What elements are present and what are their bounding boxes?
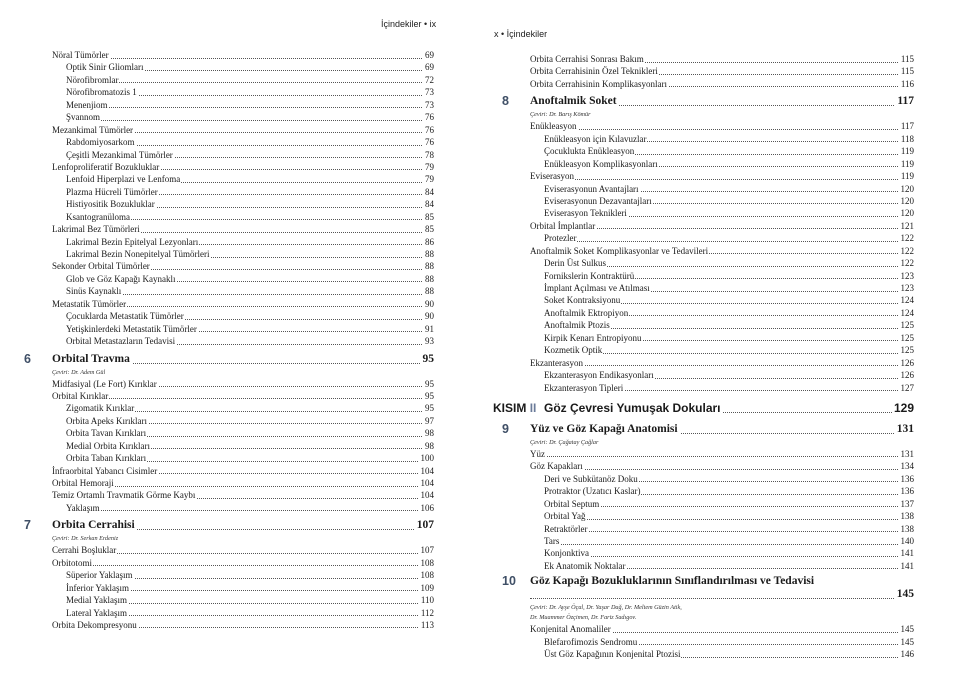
dot-leader <box>530 365 914 366</box>
toc-page-number: 131 <box>900 448 914 459</box>
toc-entry-title: Konjonktiva <box>544 548 589 559</box>
translator-credit: Çeviri: Dr. Çağatay Çağlar <box>530 438 599 446</box>
toc-page-number: 145 <box>900 624 914 635</box>
toc-page-number: 79 <box>425 174 434 185</box>
toc-entry <box>22 594 434 606</box>
toc-entry <box>22 186 434 198</box>
toc-entry <box>22 465 434 477</box>
chapter-page-number: 145 <box>896 588 914 601</box>
running-head-right: x • İçindekiler <box>494 29 548 39</box>
toc-entry-title: Lenfoproliferatif Bozukluklar <box>52 161 160 172</box>
toc-entry <box>500 535 914 547</box>
toc-entry <box>500 282 914 294</box>
toc-entry <box>22 124 434 136</box>
toc-entry <box>500 382 914 394</box>
toc-entry-title: Orbital Hemoraji <box>52 478 114 488</box>
toc-entry-title: Protezler <box>544 233 577 244</box>
toc-entry <box>22 323 434 335</box>
toc-page-number: 100 <box>420 453 434 464</box>
toc-page-number: 112 <box>420 607 434 618</box>
toc-page-number: 122 <box>900 258 914 269</box>
toc-entry-title: Ksantogranüloma <box>66 211 130 222</box>
part-roman-numeral: II <box>529 400 537 415</box>
chapter-number: 10 <box>502 574 516 589</box>
toc-page-number: 146 <box>900 649 914 660</box>
toc-entry-title: İnferior Yaklaşım <box>66 582 129 593</box>
dot-leader <box>52 398 434 399</box>
toc-page-number: 115 <box>900 54 914 64</box>
toc-entry <box>500 623 914 635</box>
toc-entry-title: Çeşitli Mezankimal Tümörler <box>66 149 173 160</box>
dot-leader <box>66 120 434 121</box>
toc-entry <box>500 636 914 648</box>
toc-entry <box>500 498 914 510</box>
toc-entry <box>22 198 434 210</box>
toc-entry-title: Retraktörler <box>544 523 588 534</box>
toc-entry <box>500 245 914 257</box>
toc-page-number: 95 <box>425 378 434 389</box>
toc-entry <box>500 145 914 157</box>
toc-entry <box>22 273 434 285</box>
toc-entry-title: Eviserasyon <box>530 171 574 182</box>
toc-entry <box>22 335 434 347</box>
toc-entry-title: Mezankimal Tümörler <box>52 124 134 135</box>
part-page-number: 129 <box>892 398 914 418</box>
toc-entry-title: Çocuklarda Metastatik Tümörler <box>66 311 184 322</box>
toc-entry-title: Fornikslerin Kontraktürü <box>544 270 635 281</box>
toc-page-number: 90 <box>425 298 434 309</box>
toc-entry-title: Lenfoid Hiperplazi ve Lenfoma <box>66 174 181 185</box>
toc-entry <box>500 195 914 207</box>
toc-entry-title: Enükleasyon <box>530 121 577 132</box>
toc-entry-title: Medial Yaklaşım <box>66 595 128 606</box>
translator-credit: Çeviri: Dr. Adem Gül <box>52 368 106 376</box>
chapter-title: Orbital Travma <box>52 351 132 368</box>
toc-entry-title: Orbita Cerrahisi Sonrası Bakım <box>530 54 644 64</box>
toc-entry-title: Eviserasyonun Dezavantajları <box>544 195 652 206</box>
toc-page-number: 88 <box>425 261 434 272</box>
part-label <box>493 398 536 418</box>
part-title: Göz Çevresi Yumuşak Dokuları <box>544 398 723 418</box>
toc-page-number: 109 <box>420 582 434 593</box>
toc-page-number: 136 <box>900 473 914 484</box>
toc-page-number: 125 <box>900 345 914 356</box>
toc-entry <box>500 547 914 559</box>
toc-entry-title: Orbital Yağ <box>544 511 586 522</box>
toc-entry <box>22 440 434 452</box>
toc-entry-title: Şvannom <box>66 112 101 123</box>
toc-page-number: 104 <box>420 465 434 476</box>
toc-entry-title: Eviserasyonun Avantajları <box>544 183 639 194</box>
dot-leader <box>530 179 914 180</box>
toc-entry-title: Deri ve Subkütanöz Doku <box>544 473 638 484</box>
toc-entry <box>22 502 434 514</box>
toc-page-number: 85 <box>425 224 434 235</box>
toc-page-number: 78 <box>425 149 434 160</box>
toc-entry-title: Çocuklukta Enükleasyon <box>544 146 635 157</box>
chapter-number: 9 <box>502 421 509 436</box>
toc-entry <box>22 49 434 61</box>
chapter-heading <box>500 421 914 438</box>
part-word: KISIM <box>493 400 527 415</box>
toc-entry <box>500 53 914 65</box>
toc-entry <box>22 607 434 619</box>
chapter-page-number: 117 <box>895 93 914 110</box>
toc-page-number: 76 <box>425 137 434 148</box>
toc-entry <box>22 402 434 414</box>
toc-entry-title: Menenjiom <box>66 99 108 110</box>
toc-entry-title: Enükleasyon Komplikasyonları <box>544 158 658 169</box>
toc-page-number: 76 <box>425 112 434 123</box>
toc-entry-title: Nörofibromlar <box>66 74 119 85</box>
toc-page-number: 119 <box>900 171 914 182</box>
toc-page-number: 123 <box>900 270 914 281</box>
toc-page-number: 73 <box>425 87 434 98</box>
toc-entry <box>500 369 914 381</box>
toc-entry <box>500 460 914 472</box>
toc-entry-title: Optik Sinir Gliomları <box>66 62 144 73</box>
toc-entry-title: Orbita Dekompresyonu <box>52 619 137 630</box>
toc-entry-title: Derin Üst Sulkus <box>544 258 607 269</box>
toc-page-number: 121 <box>900 220 914 231</box>
toc-entry <box>500 473 914 485</box>
dot-leader <box>66 82 434 83</box>
chapter-number: 6 <box>24 351 31 366</box>
toc-entry-title: Yaklaşım <box>66 502 100 513</box>
chapter-title: Anoftalmik Soket <box>530 93 619 110</box>
toc-page-number: 88 <box>425 249 434 259</box>
toc-page-number: 124 <box>900 307 914 318</box>
toc-entry-title: Soket Kontraksiyonu <box>544 295 621 306</box>
toc-entry-title: Anoftalmik Ektropiyon <box>544 307 629 318</box>
toc-entry <box>500 270 914 282</box>
toc-entry-title: Nöral Tümörler <box>52 50 109 60</box>
toc-entry-title: Ekzanterasyon Tipleri <box>544 382 624 393</box>
chapter-number: 8 <box>502 94 509 109</box>
toc-page-number: 123 <box>900 283 914 293</box>
toc-entry <box>22 260 434 272</box>
toc-entry <box>22 74 434 86</box>
toc-page-number: 140 <box>900 536 914 546</box>
dot-leader <box>544 241 914 242</box>
toc-entry-title: Protraktor (Uzatıcı Kaslar) <box>544 486 641 497</box>
toc-page-number: 126 <box>900 357 914 368</box>
dot-leader <box>544 544 914 545</box>
toc-entry-title: Glob ve Göz Kapağı Kaynaklı <box>66 273 176 284</box>
chapter-heading <box>22 351 434 368</box>
toc-entry-title: Orbital Metastazların Tedavisi <box>66 336 176 347</box>
toc-page-number: 108 <box>420 557 434 568</box>
toc-page-number: 86 <box>425 236 434 247</box>
toc-entry <box>500 232 914 244</box>
toc-entry <box>22 161 434 173</box>
toc-entry <box>22 149 434 161</box>
toc-page-number: 90 <box>425 311 434 322</box>
chapter-heading <box>22 517 434 534</box>
toc-entry-title: Yüz <box>530 448 545 459</box>
toc-entry <box>500 485 914 497</box>
chapter-number: 7 <box>24 518 31 533</box>
dot-leader <box>66 510 434 511</box>
toc-page-number: 72 <box>425 74 434 85</box>
toc-entry-title: Orbita Apeks Kırıkları <box>66 415 147 426</box>
toc-entry-title: Yetişkinlerdeki Metastatik Tümörler <box>66 323 197 334</box>
toc-page-number: 120 <box>900 208 914 219</box>
toc-page-number: 124 <box>900 295 914 306</box>
toc-entry <box>22 477 434 489</box>
toc-list-left <box>22 49 434 631</box>
toc-page-number: 125 <box>900 332 914 343</box>
toc-page-number: 104 <box>420 478 434 488</box>
toc-entry-title: Lakrimal Bezin Nonepitelyal Tümörleri <box>66 249 210 259</box>
toc-entry-title: Orbita Cerrahisinin Komplikasyonları <box>530 78 667 89</box>
translator-credit: Çeviri: Dr. Serkan Erdeniz <box>52 535 119 543</box>
toc-page-number: 98 <box>425 440 434 451</box>
toc-page-number: 126 <box>900 370 914 381</box>
toc-entry-title: Rabdomiyosarkom <box>66 137 135 148</box>
toc-entry-title: Eviserasyon Teknikleri <box>544 208 627 219</box>
dot-leader <box>544 556 914 557</box>
toc-page-number: 127 <box>900 382 914 393</box>
toc-entry <box>22 136 434 148</box>
toc-entry-title: Medial Orbita Kırıkları <box>66 440 150 451</box>
toc-entry-title: Kirpik Kenarı Entropiyonu <box>544 332 642 343</box>
toc-entry-title: Cerrahi Boşluklar <box>52 545 117 556</box>
toc-page-number: 106 <box>420 502 434 513</box>
toc-page-number: 119 <box>900 146 914 157</box>
toc-entry-title: Lateral Yaklaşım <box>66 607 127 618</box>
toc-page-number: 117 <box>900 121 914 132</box>
toc-entry <box>22 582 434 594</box>
toc-entry <box>500 120 914 132</box>
toc-entry <box>500 510 914 522</box>
translator-credit: Çeviri: Dr. Barış Kömür <box>530 111 591 119</box>
chapter-title: Orbita Cerrahisi <box>52 517 137 534</box>
toc-entry-title: Zigomatik Kırıklar <box>66 403 135 414</box>
toc-entry <box>22 489 434 501</box>
toc-entry-title: Süperior Yaklaşım <box>66 570 133 581</box>
toc-entry <box>22 452 434 464</box>
toc-page-number: 69 <box>425 50 434 60</box>
chapter-page-number: 107 <box>415 517 434 534</box>
dot-leader <box>544 531 914 532</box>
toc-entry <box>22 223 434 235</box>
toc-entry <box>22 544 434 556</box>
toc-page-number: 138 <box>900 511 914 522</box>
translator-credit: Çeviri: Dr. Ayşe Öçal, Dr. Yaşar Dağ, Dr. Meltem Güzin Atik, <box>530 604 682 612</box>
toc-entry-title: Nörofibromatozis 1 <box>66 87 137 98</box>
toc-entry-title: Midfasiyal (Le Fort) Kırıklar <box>52 378 157 389</box>
toc-page-number: 93 <box>425 336 434 347</box>
toc-entry-title: Sekonder Orbital Tümörler <box>52 261 150 272</box>
toc-entry-title: Orbita Cerrahisinin Özel Teknikleri <box>530 66 658 77</box>
toc-page-number: 104 <box>420 490 434 501</box>
toc-entry-title: Konjenital Anomaliler <box>530 624 611 635</box>
toc-entry <box>22 61 434 73</box>
toc-entry <box>500 332 914 344</box>
toc-entry <box>500 207 914 219</box>
toc-page-number: 125 <box>900 320 914 331</box>
toc-entry-title: Kozmetik Optik <box>544 345 603 356</box>
toc-list-right <box>493 53 914 661</box>
dot-leader <box>544 519 914 520</box>
dot-leader <box>52 565 434 566</box>
toc-entry-title: Sinüs Kaynaklı <box>66 286 122 297</box>
toc-entry-title: Histiyositik Bozukluklar <box>66 199 155 210</box>
toc-entry-title: Orbita Taban Kırıkları <box>66 453 147 464</box>
toc-entry-title: Blefarofimozis Sendromu <box>544 636 638 647</box>
dot-leader <box>530 598 914 599</box>
toc-page-number: 107 <box>420 545 434 556</box>
toc-entry <box>500 220 914 232</box>
toc-entry <box>22 415 434 427</box>
toc-entry <box>22 211 434 223</box>
toc-page-number: 79 <box>425 161 434 172</box>
toc-entry-title: Tars <box>544 536 560 546</box>
toc-entry <box>22 248 434 260</box>
toc-page-number: 136 <box>900 486 914 497</box>
toc-page-number: 134 <box>900 461 914 472</box>
toc-page-number: 84 <box>425 186 434 197</box>
toc-entry-title: Enükleasyon için Kılavuzlar <box>544 133 647 144</box>
toc-entry <box>500 523 914 535</box>
toc-entry <box>22 298 434 310</box>
toc-page-number: 137 <box>900 498 914 509</box>
toc-entry <box>22 557 434 569</box>
toc-entry <box>500 158 914 170</box>
toc-page-number: 122 <box>900 245 914 256</box>
toc-page-number: 98 <box>425 428 434 439</box>
toc-entry <box>22 390 434 402</box>
toc-page-number: 85 <box>425 211 434 222</box>
toc-page-number: 118 <box>900 133 914 144</box>
running-head-left: İçindekiler • ix <box>381 19 437 29</box>
toc-page-number: 97 <box>425 415 434 426</box>
toc-entry <box>22 285 434 297</box>
toc-page-number: 116 <box>900 78 914 89</box>
toc-entry <box>22 86 434 98</box>
toc-entry-title: Orbital Septum <box>544 498 600 509</box>
toc-page-number: 120 <box>900 183 914 194</box>
toc-entry-title: Temiz Ortamlı Travmatik Görme Kaybı <box>52 490 196 501</box>
toc-entry <box>22 111 434 123</box>
toc-entry <box>500 344 914 356</box>
toc-entry <box>500 560 914 572</box>
chapter-title: Yüz ve Göz Kapağı Anatomisi <box>530 421 680 438</box>
toc-page-number: 95 <box>425 390 434 401</box>
toc-page-number: 141 <box>900 548 914 559</box>
toc-page-number: 120 <box>900 195 914 206</box>
toc-entry <box>500 65 914 77</box>
toc-entry-title: İnfraorbital Yabancı Cisimler <box>52 465 158 476</box>
right-page <box>480 0 960 683</box>
toc-page-number: 115 <box>900 66 914 77</box>
toc-page-number: 113 <box>420 619 434 630</box>
toc-page-number: 88 <box>425 286 434 297</box>
toc-page-number: 73 <box>425 99 434 110</box>
toc-entry-title: Ekzanterasyon <box>530 357 583 368</box>
toc-page-number: 122 <box>900 233 914 244</box>
toc-entry <box>500 133 914 145</box>
toc-entry-title: Göz Kapakları <box>530 461 583 472</box>
toc-entry-title: Ek Anatomik Noktalar <box>544 560 626 571</box>
toc-entry <box>500 78 914 90</box>
toc-entry-title: Orbitotomi <box>52 557 92 568</box>
toc-entry <box>500 294 914 306</box>
translator-credit: Dr. Muammer Özçimen, Dr. Fariz Sadıgov. <box>530 614 637 622</box>
toc-entry <box>500 183 914 195</box>
toc-entry-title: Orbital İmplantlar <box>530 220 596 231</box>
chapter-heading <box>500 93 914 110</box>
toc-page-number: 141 <box>900 560 914 571</box>
toc-page-number: 110 <box>420 595 434 606</box>
toc-entry-title: İmplant Açılması ve Atılması <box>544 283 650 293</box>
toc-entry-title: Ekzanterasyon Endikasyonları <box>544 370 654 381</box>
toc-entry <box>22 427 434 439</box>
toc-entry-title: Plazma Hücreli Tümörler <box>66 186 158 197</box>
toc-entry <box>500 170 914 182</box>
dot-leader <box>530 456 914 457</box>
toc-entry <box>22 310 434 322</box>
toc-entry-title: Anoftalmik Soket Komplikasyonlar ve Tedavileri <box>530 245 709 256</box>
toc-page-number: 88 <box>425 273 434 284</box>
toc-entry <box>500 648 914 660</box>
toc-entry <box>500 448 914 460</box>
toc-entry <box>500 319 914 331</box>
toc-entry <box>22 173 434 185</box>
toc-page-number: 138 <box>900 523 914 534</box>
toc-entry <box>22 619 434 631</box>
dot-leader <box>530 129 914 130</box>
chapter-page-number: 131 <box>895 421 914 438</box>
chapter-heading <box>500 575 914 603</box>
toc-entry-title: Anoftalmik Ptozis <box>544 320 610 331</box>
toc-entry-title: Lakrimal Bezin Epitelyal Lezyonları <box>66 236 199 247</box>
toc-page-number: 145 <box>900 636 914 647</box>
toc-entry <box>500 357 914 369</box>
toc-entry-title: Lakrimal Bez Tümörleri <box>52 224 140 235</box>
toc-entry <box>22 378 434 390</box>
chapter-title: Göz Kapağı Bozukluklarının Sınıflandırılması ve Tedavisi <box>530 575 832 588</box>
toc-entry-title: Metastatik Tümörler <box>52 298 127 309</box>
toc-page-number: 95 <box>425 403 434 414</box>
toc-page-number: 76 <box>425 124 434 135</box>
toc-entry <box>500 257 914 269</box>
part-heading <box>493 398 914 418</box>
toc-entry <box>22 99 434 111</box>
toc-page-number: 69 <box>425 62 434 73</box>
toc-entry <box>22 236 434 248</box>
toc-page-number: 84 <box>425 199 434 210</box>
toc-entry-title: Orbita Tavan Kırıkları <box>66 428 147 439</box>
toc-entry <box>22 569 434 581</box>
toc-entry <box>500 307 914 319</box>
toc-page-number: 91 <box>425 323 434 334</box>
toc-entry-title: Orbital Kırıklar <box>52 390 109 401</box>
chapter-page-number: 95 <box>421 351 435 368</box>
dot-leader <box>530 469 914 470</box>
toc-page-number: 108 <box>420 570 434 581</box>
toc-entry-title: Üst Göz Kapağının Konjenital Ptozisi <box>544 649 681 660</box>
toc-page-number: 119 <box>900 158 914 169</box>
dot-leader <box>66 107 434 108</box>
